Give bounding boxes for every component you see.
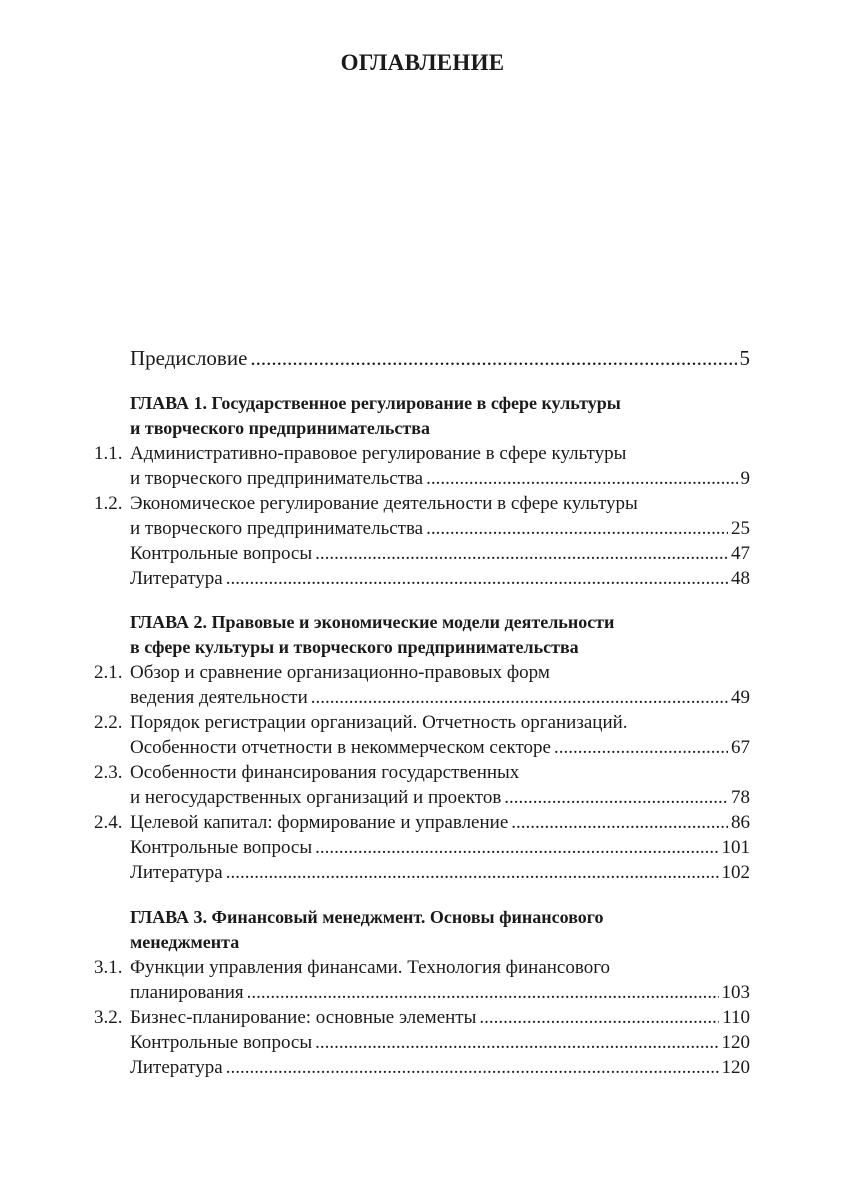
dot-leader — [226, 860, 719, 885]
entry-page: 25 — [731, 518, 750, 539]
toc-entry-2-3[interactable]: 2.3. Особенности финансирования государственных — [94, 762, 520, 783]
entry-page: 120 — [721, 1032, 750, 1053]
dot-leader — [426, 516, 728, 541]
toc-entry-2-literature[interactable]: Литература ..... 102 — [94, 860, 750, 885]
toc-entry-3-2[interactable]: 3.2. Бизнес-планирование: основные элементы ..... 110 — [94, 1005, 750, 1030]
dot-leader — [315, 835, 718, 860]
chapter-heading-3-cont: менеджмента — [130, 932, 240, 952]
toc-entry-2-2[interactable]: 2.2. Порядок регистрации организаций. Отчетность организаций. — [94, 712, 628, 733]
entry-page: 86 — [731, 812, 750, 833]
entry-number: 3.1. — [94, 957, 123, 978]
entry-page: 48 — [731, 568, 750, 589]
chapter-heading-1-cont: и творческого предпринимательства — [130, 418, 430, 438]
toc-entry-3-questions[interactable]: Контрольные вопросы ..... 120 — [94, 1030, 750, 1055]
toc-entry-1-2-cont: и творческого предпринимательства ..... 25 — [94, 516, 750, 541]
dot-leader — [554, 735, 728, 760]
toc-entry-1-2[interactable]: 1.2. Экономическое регулирование деятельности в сфере культуры — [94, 493, 638, 514]
entry-page: 110 — [722, 1007, 750, 1028]
toc-entry-2-4[interactable]: 2.4. Целевой капитал: формирование и управление ..... 86 — [94, 810, 750, 835]
toc-entry-3-1-cont: планирования ..... 103 — [94, 980, 750, 1005]
chapter-heading-2[interactable]: ГЛАВА 2. Правовые и экономические модели деятельности — [130, 612, 615, 632]
entry-number: 2.3. — [94, 762, 123, 783]
entry-number: 2.2. — [94, 712, 123, 733]
dot-leader — [250, 346, 736, 371]
dot-leader — [504, 785, 728, 810]
dot-leader — [247, 980, 719, 1005]
entry-page: 5 — [739, 346, 750, 370]
chapter-heading-1[interactable]: ГЛАВА 1. Государственное регулирование в сфере культуры — [130, 393, 621, 413]
dot-leader — [479, 1005, 719, 1030]
entry-number: 3.2. — [94, 1007, 123, 1028]
page-title: ОГЛАВЛЕНИЕ — [340, 50, 505, 75]
entry-page: 101 — [721, 837, 750, 858]
entry-page: 47 — [731, 543, 750, 564]
dot-leader — [315, 1030, 718, 1055]
chapter-heading-2-cont: в сфере культуры и творческого предпринимательства — [130, 637, 579, 657]
toc-entry-2-1[interactable]: 2.1. Обзор и сравнение организационно-правовых форм — [94, 662, 550, 683]
toc-entry-2-questions[interactable]: Контрольные вопросы ..... 101 — [94, 835, 750, 860]
entry-label: Предисловие — [130, 346, 248, 370]
toc-entry-1-1-cont: и творческого предпринимательства ..... 9 — [94, 466, 750, 491]
entry-number: 2.1. — [94, 662, 123, 683]
toc-entry-1-literature[interactable]: Литература ..... 48 — [94, 566, 750, 591]
toc-entry-3-literature[interactable]: Литература ..... 120 — [94, 1055, 750, 1080]
entry-number: 1.1. — [94, 443, 123, 464]
table-of-contents — [94, 346, 750, 1080]
entry-page: 103 — [721, 982, 750, 1003]
dot-leader — [226, 1055, 719, 1080]
entry-page: 49 — [731, 687, 750, 708]
toc-entry-2-2-cont: Особенности отчетности в некоммерческом секторе ..... 67 — [94, 735, 750, 760]
dot-leader — [226, 566, 728, 591]
entry-page: 67 — [731, 737, 750, 758]
entry-number: 2.4. — [94, 812, 123, 833]
entry-page: 102 — [721, 862, 750, 883]
dot-leader — [511, 810, 728, 835]
toc-entry-3-1[interactable]: 3.1. Функции управления финансами. Технология финансового — [94, 957, 611, 978]
entry-page: 120 — [721, 1057, 750, 1078]
toc-entry-2-3-cont: и негосударственных организаций и проектов ..... 78 — [94, 785, 750, 810]
entry-number: 1.2. — [94, 493, 123, 514]
dot-leader — [426, 466, 737, 491]
chapter-heading-3[interactable]: ГЛАВА 3. Финансовый менеджмент. Основы финансового — [130, 907, 604, 927]
dot-leader — [311, 685, 728, 710]
toc-entry-2-1-cont: ведения деятельности ..... 49 — [94, 685, 750, 710]
dot-leader — [315, 541, 728, 566]
toc-entry-1-1[interactable]: 1.1. Административно-правовое регулирование в сфере культуры — [94, 443, 627, 464]
toc-entry-1-questions[interactable]: Контрольные вопросы ..... 47 — [94, 541, 750, 566]
toc-entry-preface[interactable] — [94, 346, 750, 371]
entry-page: 78 — [731, 787, 750, 808]
entry-page: 9 — [740, 468, 750, 489]
